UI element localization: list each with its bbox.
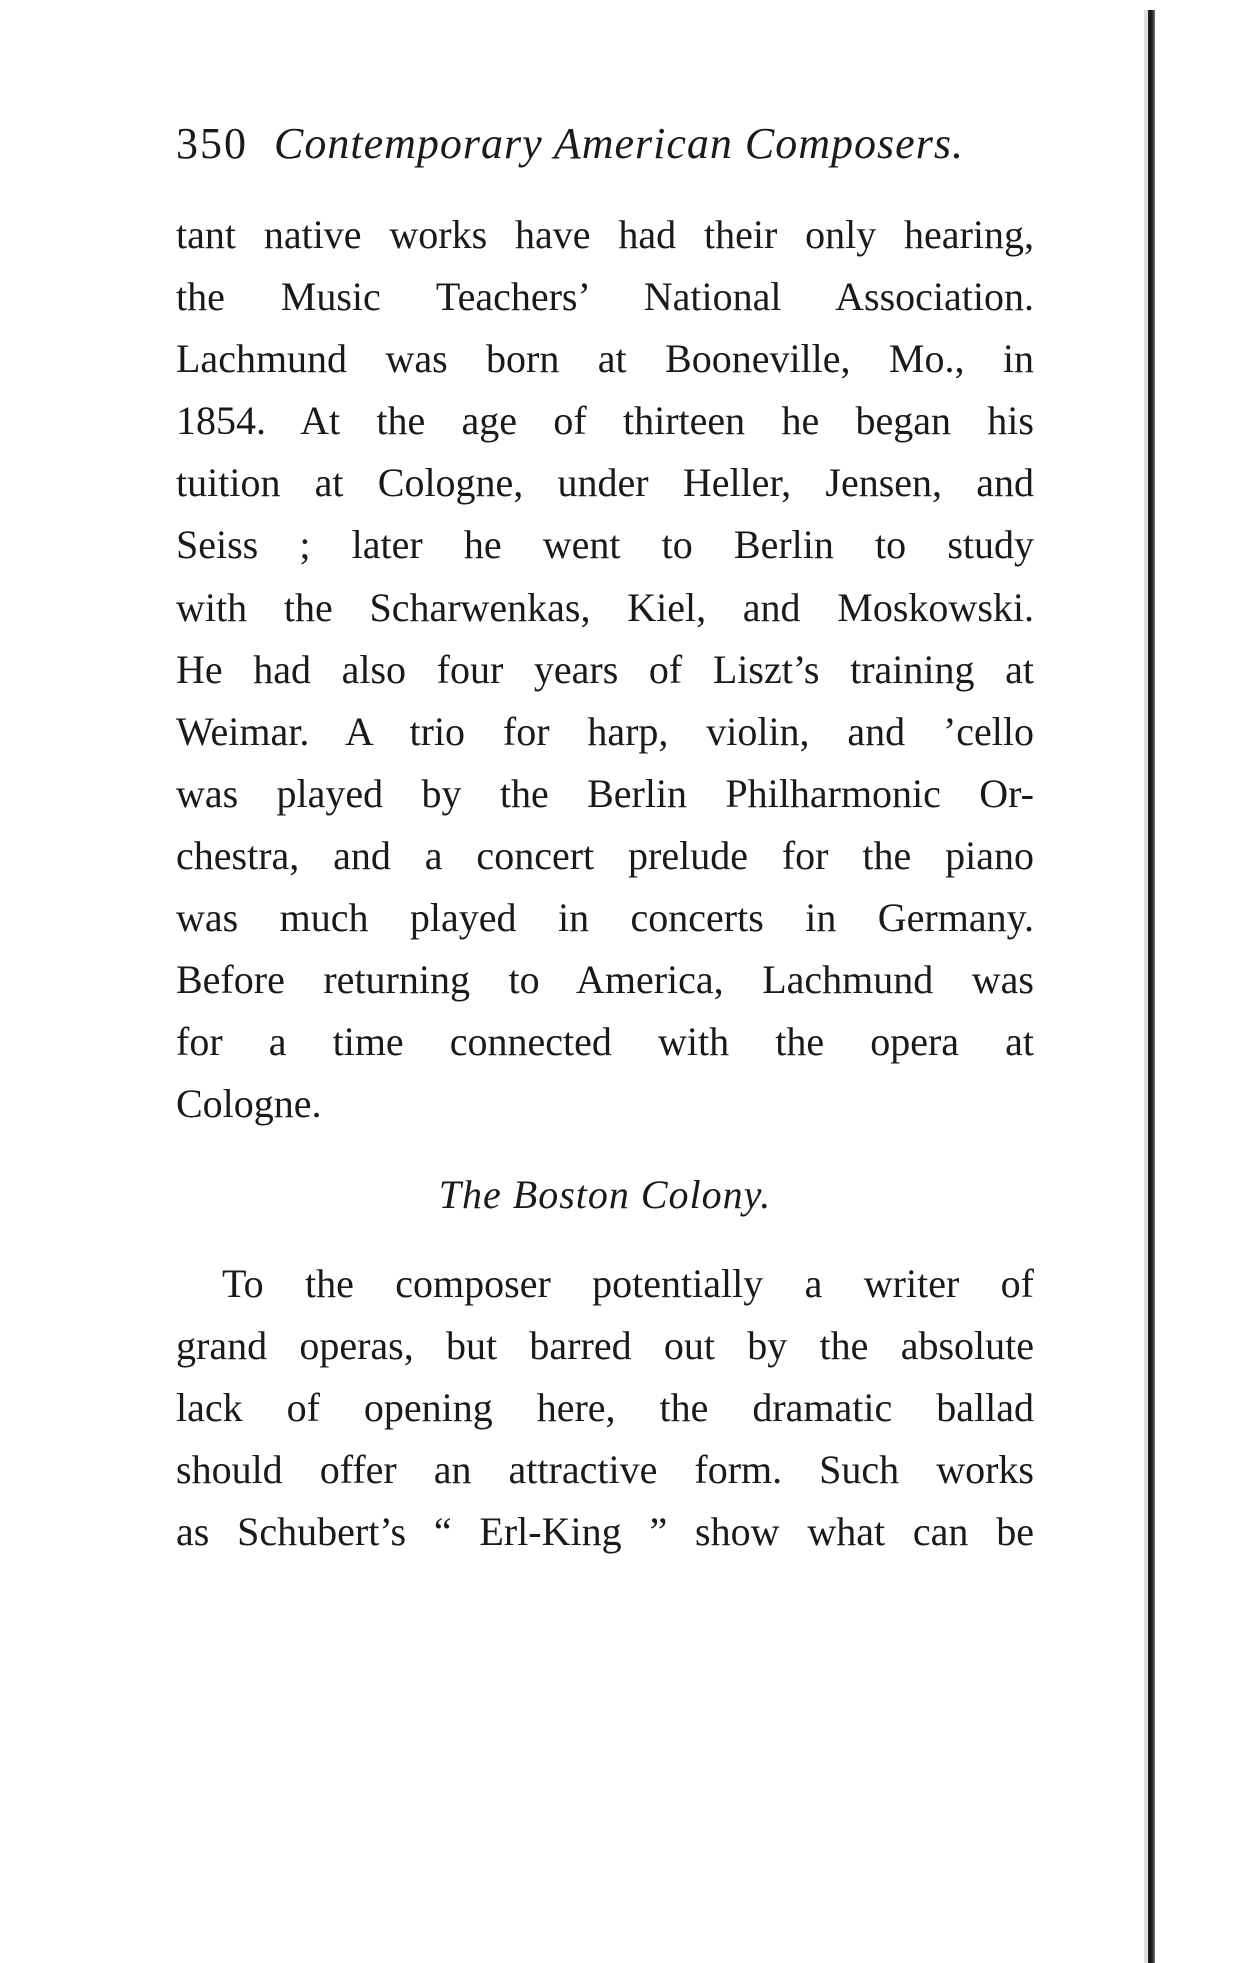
text-line: as Schubert’s “ Erl-King ” show what can be xyxy=(176,1509,1034,1555)
page-number: 350 xyxy=(176,119,248,168)
text-line: Before returning to America, Lachmund was xyxy=(176,957,1034,1003)
text-line: the Music Teachers’ National Association. xyxy=(176,274,1034,320)
text-line: for a time connected with the opera at xyxy=(176,1019,1034,1065)
text-line: tuition at Cologne, under Heller, Jensen, and xyxy=(176,460,1034,506)
text-line: grand operas, but barred out by the absolute xyxy=(176,1323,1034,1369)
text-line: should offer an attractive form. Such works xyxy=(176,1447,1034,1493)
paragraph-1 xyxy=(176,204,1034,1135)
text-line: Lachmund was born at Booneville, Mo., in xyxy=(176,336,1034,382)
text-line: Seiss ; later he went to Berlin to study xyxy=(176,522,1034,568)
running-head xyxy=(176,118,1036,178)
text-line: chestra, and a concert prelude for the piano xyxy=(176,832,1034,878)
page-edge-rule xyxy=(1148,10,1155,1963)
text-line: with the Scharwenkas, Kiel, and Moskowski. xyxy=(176,584,1034,630)
running-title: Contemporary American Composers. xyxy=(274,119,964,168)
text-line: Cologne. xyxy=(176,1081,322,1127)
text-line: tant native works have had their only hearing, xyxy=(176,212,1034,257)
text-line: was played by the Berlin Philharmonic Or- xyxy=(176,770,1034,816)
paragraph-2 xyxy=(176,1253,1034,1563)
text-line: 1854. At the age of thirteen he began his xyxy=(176,398,1034,444)
text-line: He had also four years of Liszt’s training at xyxy=(176,646,1034,692)
text-line: lack of opening here, the dramatic ballad xyxy=(176,1385,1034,1431)
section-heading: The Boston Colony. xyxy=(438,1172,772,1217)
text-line: was much played in concerts in Germany. xyxy=(176,895,1034,941)
text-line: Weimar. A trio for harp, violin, and ’cello xyxy=(176,708,1034,754)
text-line: To the composer potentially a writer of xyxy=(222,1261,1034,1306)
